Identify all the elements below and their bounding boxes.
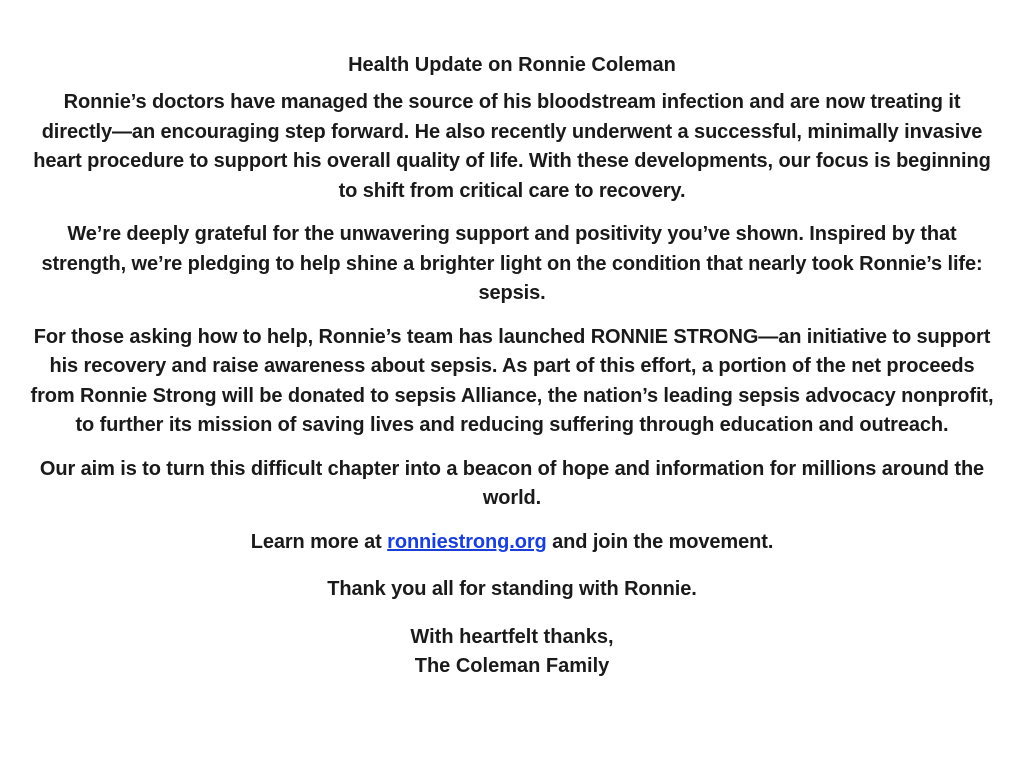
signoff-line-2: The Coleman Family [414,655,610,677]
document-title: Health Update on Ronnie Coleman [348,54,676,76]
paragraph-doctors-update: Ronnie’s doctors have managed the source of his bloodstream infection and are now treating it directly—an encouraging step forward. He also recently underwent a successful, minimally invasive heart procedure to support his overall quality of life. With these developments, our focus is beginning to shift from critical care to recovery. [33,91,991,202]
thanks-line: Thank you all for standing with Ronnie. [327,578,697,600]
signoff-line-1: With heartfelt thanks, [410,625,614,648]
paragraph-gratitude: We’re deeply grateful for the unwavering support and positivity you’ve shown. Inspired by that strength, we’re pledging to help shine a brighter light on the condition that nearly took Ronnie’s life: sepsis. [41,223,983,304]
learn-more-suffix: and join the movement. [546,530,774,553]
paragraph-aim: Our aim is to turn this difficult chapter into a beacon of hope and information for millions around the world. [39,457,985,509]
learn-more-prefix: Learn more at [250,530,388,553]
learn-more-line [28,528,996,558]
paragraph-ronnie-strong: For those asking how to help, Ronnie’s team has launched RONNIE STRONG—an initiative to support his recovery and raise awareness about sepsis. As part of this effort, a portion of the net proceeds from Ronnie Strong will be donated to sepsis Alliance, the nation’s leading sepsis advocacy nonprofit, to further its mission of saving lives and reducing suffering through education and outreach. [30,325,994,436]
ronniestrong-link[interactable]: ronniestrong.org [387,530,547,553]
